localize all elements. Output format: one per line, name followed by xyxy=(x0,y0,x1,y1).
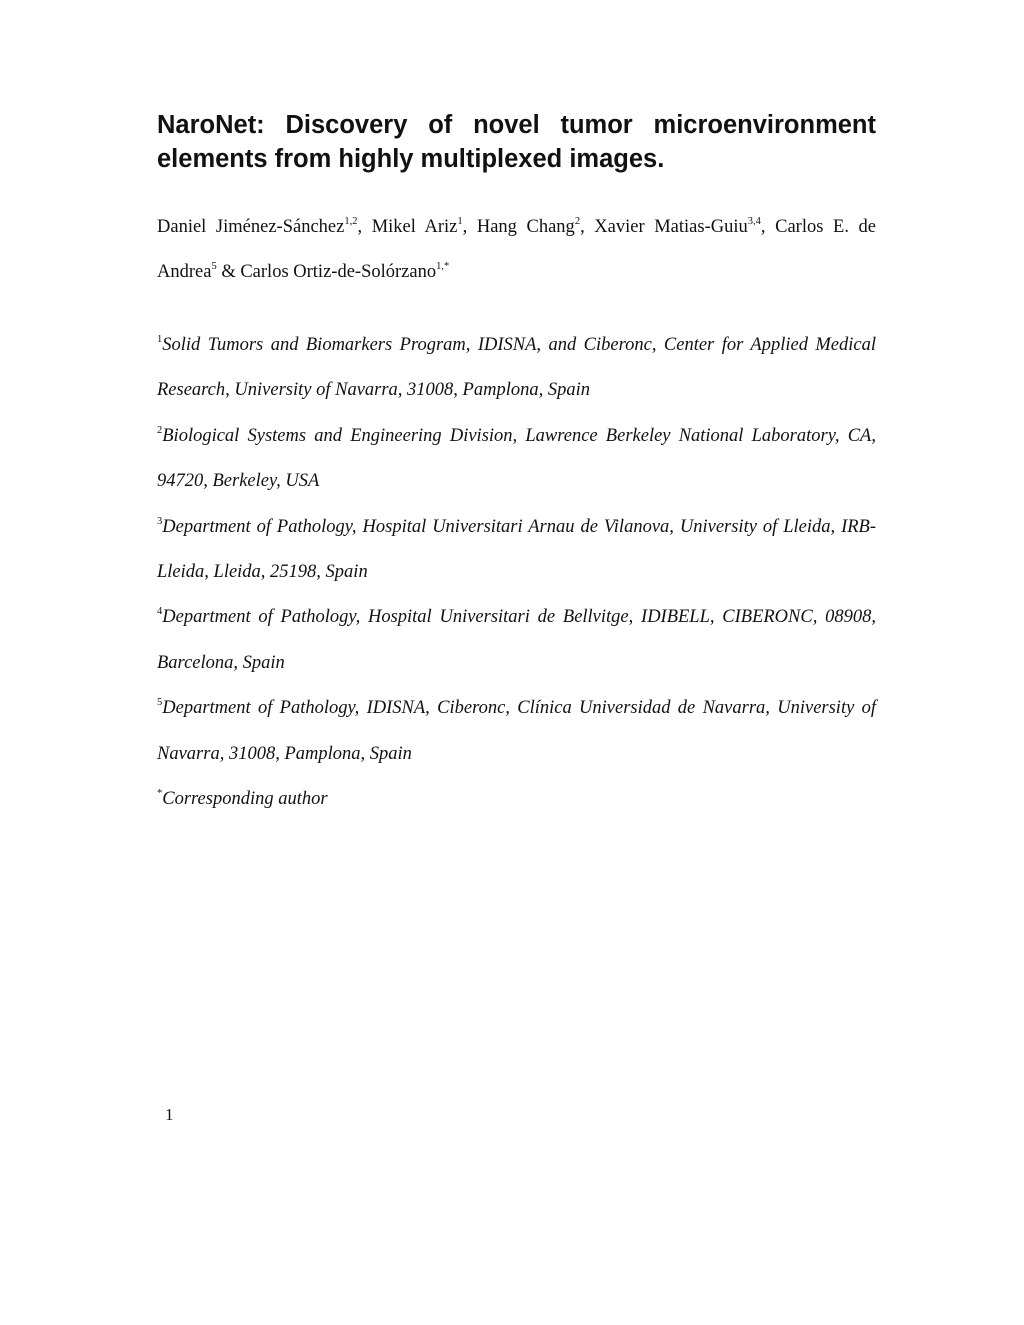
author-affiliation-marker: 5 xyxy=(211,261,217,272)
author-separator: , xyxy=(462,217,477,237)
author-separator: , xyxy=(760,217,776,237)
author-name: Xavier Matias-Guiu xyxy=(594,217,748,237)
author-name: Mikel Ariz xyxy=(371,217,458,237)
affiliation-text: Department of Pathology, Hospital Universitari de Bellvitge, IDIBELL, CIBERONC, 08908, Barcelona, Spain xyxy=(157,607,876,673)
affiliation-text: Department of Pathology, Hospital Universitari Arnau de Vilanova, University of Lleida, IRB-Lleida, Lleida, 25198, Spain xyxy=(157,516,876,583)
affiliation-marker: 5 xyxy=(157,697,163,709)
affiliation-marker: 4 xyxy=(157,606,163,618)
author-separator: , xyxy=(580,217,595,237)
author-name: Carlos E. de Andrea xyxy=(157,217,877,282)
affiliation-marker: 1 xyxy=(157,334,163,345)
author-name: Carlos Ortiz-de-Solórzano xyxy=(240,262,437,282)
affiliation-list xyxy=(157,323,876,822)
affiliation-item xyxy=(157,323,876,414)
paper-title: NaroNet: Discovery of novel tumor microenvironment elements from highly multiplexed images. xyxy=(157,111,876,173)
author-affiliation-marker: 2 xyxy=(574,216,581,227)
affiliation-marker: * xyxy=(157,788,163,800)
affiliation-item xyxy=(157,505,876,596)
author-affiliation-marker: 3,4 xyxy=(747,216,761,227)
affiliation-marker: 2 xyxy=(157,424,163,436)
author-affiliation-marker: 1 xyxy=(457,216,463,227)
author-affiliation-marker: 1,2 xyxy=(344,216,358,227)
page-number: 1 xyxy=(165,1105,174,1124)
author-separator: & xyxy=(216,262,241,282)
author-name: Hang Chang xyxy=(476,217,575,237)
author-list xyxy=(157,205,876,295)
affiliation-text: Corresponding author xyxy=(162,789,328,810)
author-affiliation-marker: 1,* xyxy=(436,261,450,272)
affiliation-item xyxy=(157,414,876,505)
affiliation-item xyxy=(157,595,876,686)
author-name: Daniel Jiménez-Sánchez xyxy=(157,217,345,237)
affiliation-marker: 3 xyxy=(157,515,163,527)
author-separator: , xyxy=(357,217,372,237)
affiliation-text: Biological Systems and Engineering Division, Lawrence Berkeley National Laboratory, CA, 94720, Berkeley, USA xyxy=(157,425,876,492)
affiliation-text: Solid Tumors and Biomarkers Program, IDISNA, and Ciberonc, Center for Applied Medical Research, University of Navarra, 31008, Pamplona, Spain xyxy=(157,335,876,401)
affiliation-item xyxy=(157,686,876,777)
affiliation-text: Department of Pathology, IDISNA, Ciberonc, Clínica Universidad de Navarra, University of Navarra, 31008, Pamplona, Spain xyxy=(157,698,876,764)
corresponding-author-note xyxy=(157,777,876,822)
